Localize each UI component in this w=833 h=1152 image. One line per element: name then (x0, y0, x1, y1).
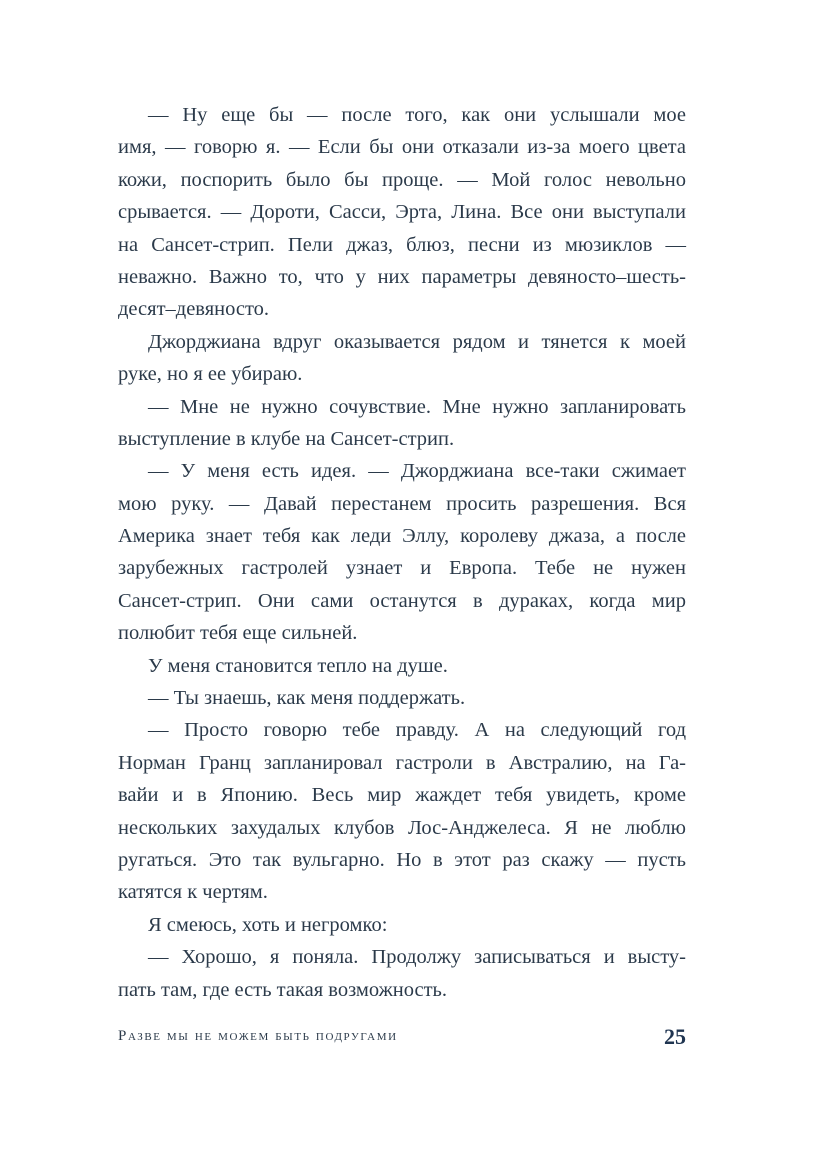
running-title: Разве мы не можем быть подругами (118, 1028, 398, 1044)
text-line: нескольких захудалых клубов Лос-Анджелеса. Я не люблю (118, 816, 686, 839)
text-line: Я смеюсь, хоть и негромко: (148, 913, 388, 936)
text-line: десят–девяносто. (118, 298, 270, 321)
text-line: срывается. — Дороти, Сасси, Эрта, Лина. Все они выступали (118, 201, 686, 224)
text-line: — Просто говорю тебе правду. А на следующий год (148, 719, 686, 742)
text-line: руке, но я ее убираю. (118, 363, 303, 386)
text-line: имя, — говорю я. — Если бы они отказали из-за моего цвета (118, 136, 686, 159)
text-line: вайи и в Японию. Весь мир жаждет тебя увидеть, кроме (118, 784, 686, 807)
text-line: — Ну еще бы — после того, как они услышали мое (148, 104, 686, 126)
text-line: неважно. Важно то, что у них параметры девяносто–шесть- (118, 265, 686, 288)
text-line: ругаться. Это так вульгарно. Но в этот раз скажу — пусть (118, 848, 686, 871)
text-line: У меня становится тепло на душе. (148, 654, 448, 677)
text-line: мою руку. — Давай перестанем просить разрешения. Вся (118, 492, 686, 515)
text-line: на Сансет-стрип. Пели джаз, блюз, песни из мюзиклов — (118, 233, 686, 256)
body-text (118, 99, 686, 1006)
text-line: — Мне не нужно сочувствие. Мне нужно запланировать (148, 395, 686, 418)
text-line: зарубежных гастролей узнает и Европа. Тебе не нужен (118, 557, 686, 580)
page-number: 25 (664, 1024, 686, 1049)
text-line: катятся к чертям. (118, 881, 268, 904)
text-line: пать там, где есть такая возможность. (118, 978, 448, 1001)
text-line: полюбит тебя еще сильней. (118, 622, 358, 645)
text-line: — Хорошо, я поняла. Продолжу записываться и высту- (148, 946, 686, 969)
text-line: Норман Гранц запланировал гастроли в Австралию, на Га- (118, 751, 686, 774)
text-line: выступление в клубе на Сансет-стрип. (118, 427, 455, 450)
text-line: — У меня есть идея. — Джорджиана все-таки сжимает (148, 460, 686, 483)
text-line: — Ты знаешь, как меня поддержать. (148, 687, 466, 710)
text-line: Сансет-стрип. Они сами останутся в дураках, когда мир (118, 589, 686, 612)
text-line: Америка знает тебя как леди Эллу, королеву джаза, а после (118, 525, 686, 548)
text-line: кожи, поспорить было бы проще. — Мой голос невольно (118, 168, 686, 191)
text-line: Джорджиана вдруг оказывается рядом и тянется к моей (148, 330, 686, 353)
